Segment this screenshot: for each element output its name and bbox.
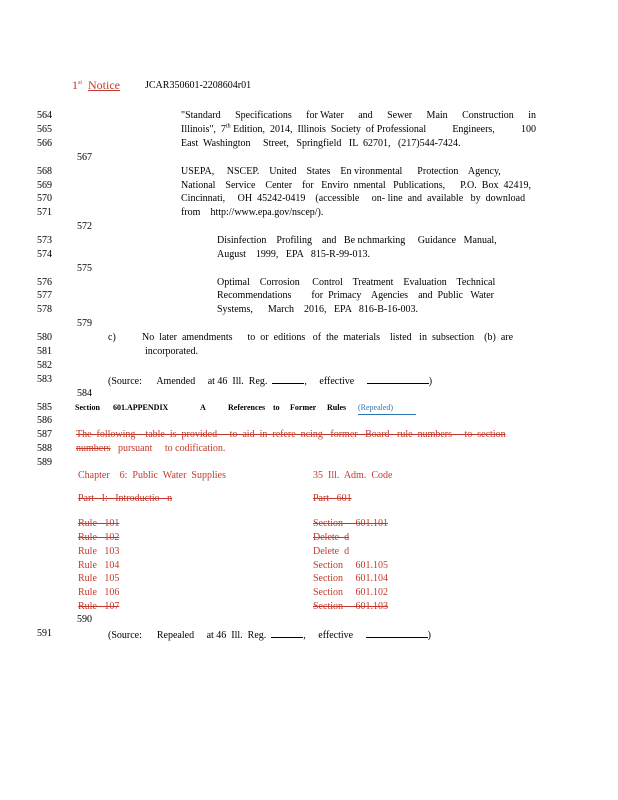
line-number: 585 (37, 402, 52, 413)
line-number: 587 (37, 429, 52, 440)
line-number: 575 (77, 263, 92, 274)
text: 100 (520, 124, 536, 135)
table-row-rule: Rule 103 (78, 546, 120, 557)
ref-corrosion-line2: Recommendations for Primacy Agencies and Public Water (217, 290, 495, 301)
table-row-rule: Rule 104 (78, 560, 120, 571)
table-row-section: Section 601.103 (313, 601, 388, 612)
line-number: 572 (77, 221, 92, 232)
line-number: 571 (37, 207, 52, 218)
line-number: 582 (37, 360, 52, 371)
appendix-word-former: Former (290, 403, 317, 412)
line-number: 578 (37, 304, 52, 315)
source-repealed (108, 628, 431, 642)
table-row-rule: Rule 107 (78, 601, 120, 612)
struck-word: numbers (76, 443, 111, 454)
word: Specifications (235, 110, 292, 121)
text: Engineers, (452, 124, 495, 135)
ref-usepa-line1: USEPA, NSCEP. United States En vironmental Protection Agency, (181, 166, 501, 177)
text: Illinois", 7 (181, 124, 226, 135)
item-c-line1: No later amendments to or editions of the materials listed in subsection (b) are (142, 332, 514, 343)
effective-label: effective (318, 630, 354, 641)
item-c-label: c) (108, 332, 116, 343)
line-number: 568 (37, 166, 52, 177)
line-number: 573 (37, 235, 52, 246)
blank-date (367, 374, 429, 384)
source-amended (108, 374, 432, 388)
appendix-repealed-tag: (Repealed) (358, 402, 416, 415)
appendix-section-word: Section (75, 403, 100, 412)
word: Construction (462, 110, 514, 121)
blank-issue (271, 628, 303, 638)
document-id: JCAR350601-2208604r01 (145, 80, 252, 91)
deleted-intro-line2 (76, 443, 225, 455)
appendix-word-to: to (273, 403, 280, 412)
appendix-word-references: References (228, 403, 266, 412)
deleted-intro-line1: The following table is provided to aid in refere ncing former Board rule numbers to section (76, 429, 506, 440)
item-c-line2: incorporated. (145, 346, 199, 357)
table-part-left: Part I: Introductio n (78, 493, 173, 504)
close-paren: ) (428, 376, 433, 387)
line-number: 588 (37, 443, 52, 454)
table-col2-header: 35 Ill. Adm. Code (313, 470, 393, 481)
text-segment (181, 124, 426, 136)
table-row-rule: Rule 106 (78, 587, 120, 598)
line-number: 569 (37, 180, 52, 191)
line-number: 574 (37, 249, 52, 260)
word: and (358, 110, 373, 121)
line-number: 583 (37, 374, 52, 385)
comma: , (303, 630, 306, 641)
comma: , (304, 376, 307, 387)
line-number: 576 (37, 277, 52, 288)
blank-issue (272, 374, 304, 384)
table-row-section: Delete d (313, 546, 350, 557)
word: Main (426, 110, 448, 121)
table-col1-header: Chapter 6: Public Water Supplies (78, 470, 226, 481)
table-row-section: Section 601.101 (313, 518, 388, 529)
notice-superscript: st (78, 80, 83, 86)
line-number: 586 (37, 415, 52, 426)
blank-date (366, 628, 428, 638)
ref-usepa-line3: Cincinnati, OH 45242-0419 (accessible on- line and available by download (181, 193, 526, 204)
line-number: 577 (37, 290, 52, 301)
appendix-letter: A (200, 403, 206, 412)
text: Edition, 2014, Illinois Society of Professional (230, 124, 427, 135)
ref-usepa-line4: from http://www.epa.gov/nscep/). (181, 207, 324, 218)
table-row-section: Section 601.102 (313, 587, 388, 598)
close-paren: ) (427, 630, 431, 641)
line-number: 566 (37, 138, 52, 149)
table-row-section: Section 601.104 (313, 573, 388, 584)
source-prefix: (Source: Amended at 46 Ill. Reg. (108, 376, 268, 387)
table-row-rule: Rule 101 (78, 518, 120, 529)
notice-number: 1 (72, 78, 78, 92)
word: "Standard (181, 110, 221, 121)
source-prefix: (Source: Repealed at 46 Ill. Reg. (108, 630, 267, 641)
table-row-rule: Rule 102 (78, 532, 120, 543)
ref-standard-specs-line2 (181, 124, 536, 136)
ref-disinfection-line2: August 1999, EPA 815-R-99-013. (217, 249, 370, 260)
line-number: 564 (37, 110, 52, 121)
line-number: 584 (77, 388, 92, 399)
line-number: 567 (77, 152, 92, 163)
line-number: 591 (37, 628, 52, 639)
ref-usepa-line2: National Service Center for Enviro nmental Publications, P.O. Box 42419, (181, 180, 531, 191)
notice-word: Notice (88, 78, 121, 92)
line-number: 581 (37, 346, 52, 357)
ref-disinfection-line1: Disinfection Profiling and Be nchmarking Guidance Manual, (217, 235, 497, 246)
word: in (528, 110, 536, 121)
line-number: 590 (77, 614, 92, 625)
word: for Water (306, 110, 344, 121)
table-row-rule: Rule 105 (78, 573, 120, 584)
appendix-word-rules: Rules (327, 403, 347, 412)
word: Sewer (387, 110, 413, 121)
text: pursuant to codification. (110, 443, 226, 454)
line-number: 570 (37, 193, 52, 204)
superscript: th (225, 123, 231, 130)
line-number: 589 (37, 457, 52, 468)
notice-label (72, 78, 140, 92)
ref-corrosion-line1: Optimal Corrosion Control Treatment Evaluation Technical (217, 277, 496, 288)
appendix-number: 601.APPENDIX (113, 403, 169, 412)
table-row-section: Delete d (313, 532, 350, 543)
ref-standard-specs-line1 (181, 110, 536, 122)
line-number: 580 (37, 332, 52, 343)
ref-standard-specs-line3: East Washington Street, Springfield IL 62701, (217)544-7424. (181, 138, 461, 149)
table-part-right: Part 601 (313, 493, 352, 504)
line-number: 579 (77, 318, 92, 329)
table-row-section: Section 601.105 (313, 560, 388, 571)
ref-corrosion-line3: Systems, March 2016, EPA 816-B-16-003. (217, 304, 419, 315)
effective-label: effective (319, 376, 355, 387)
line-number: 565 (37, 124, 52, 135)
